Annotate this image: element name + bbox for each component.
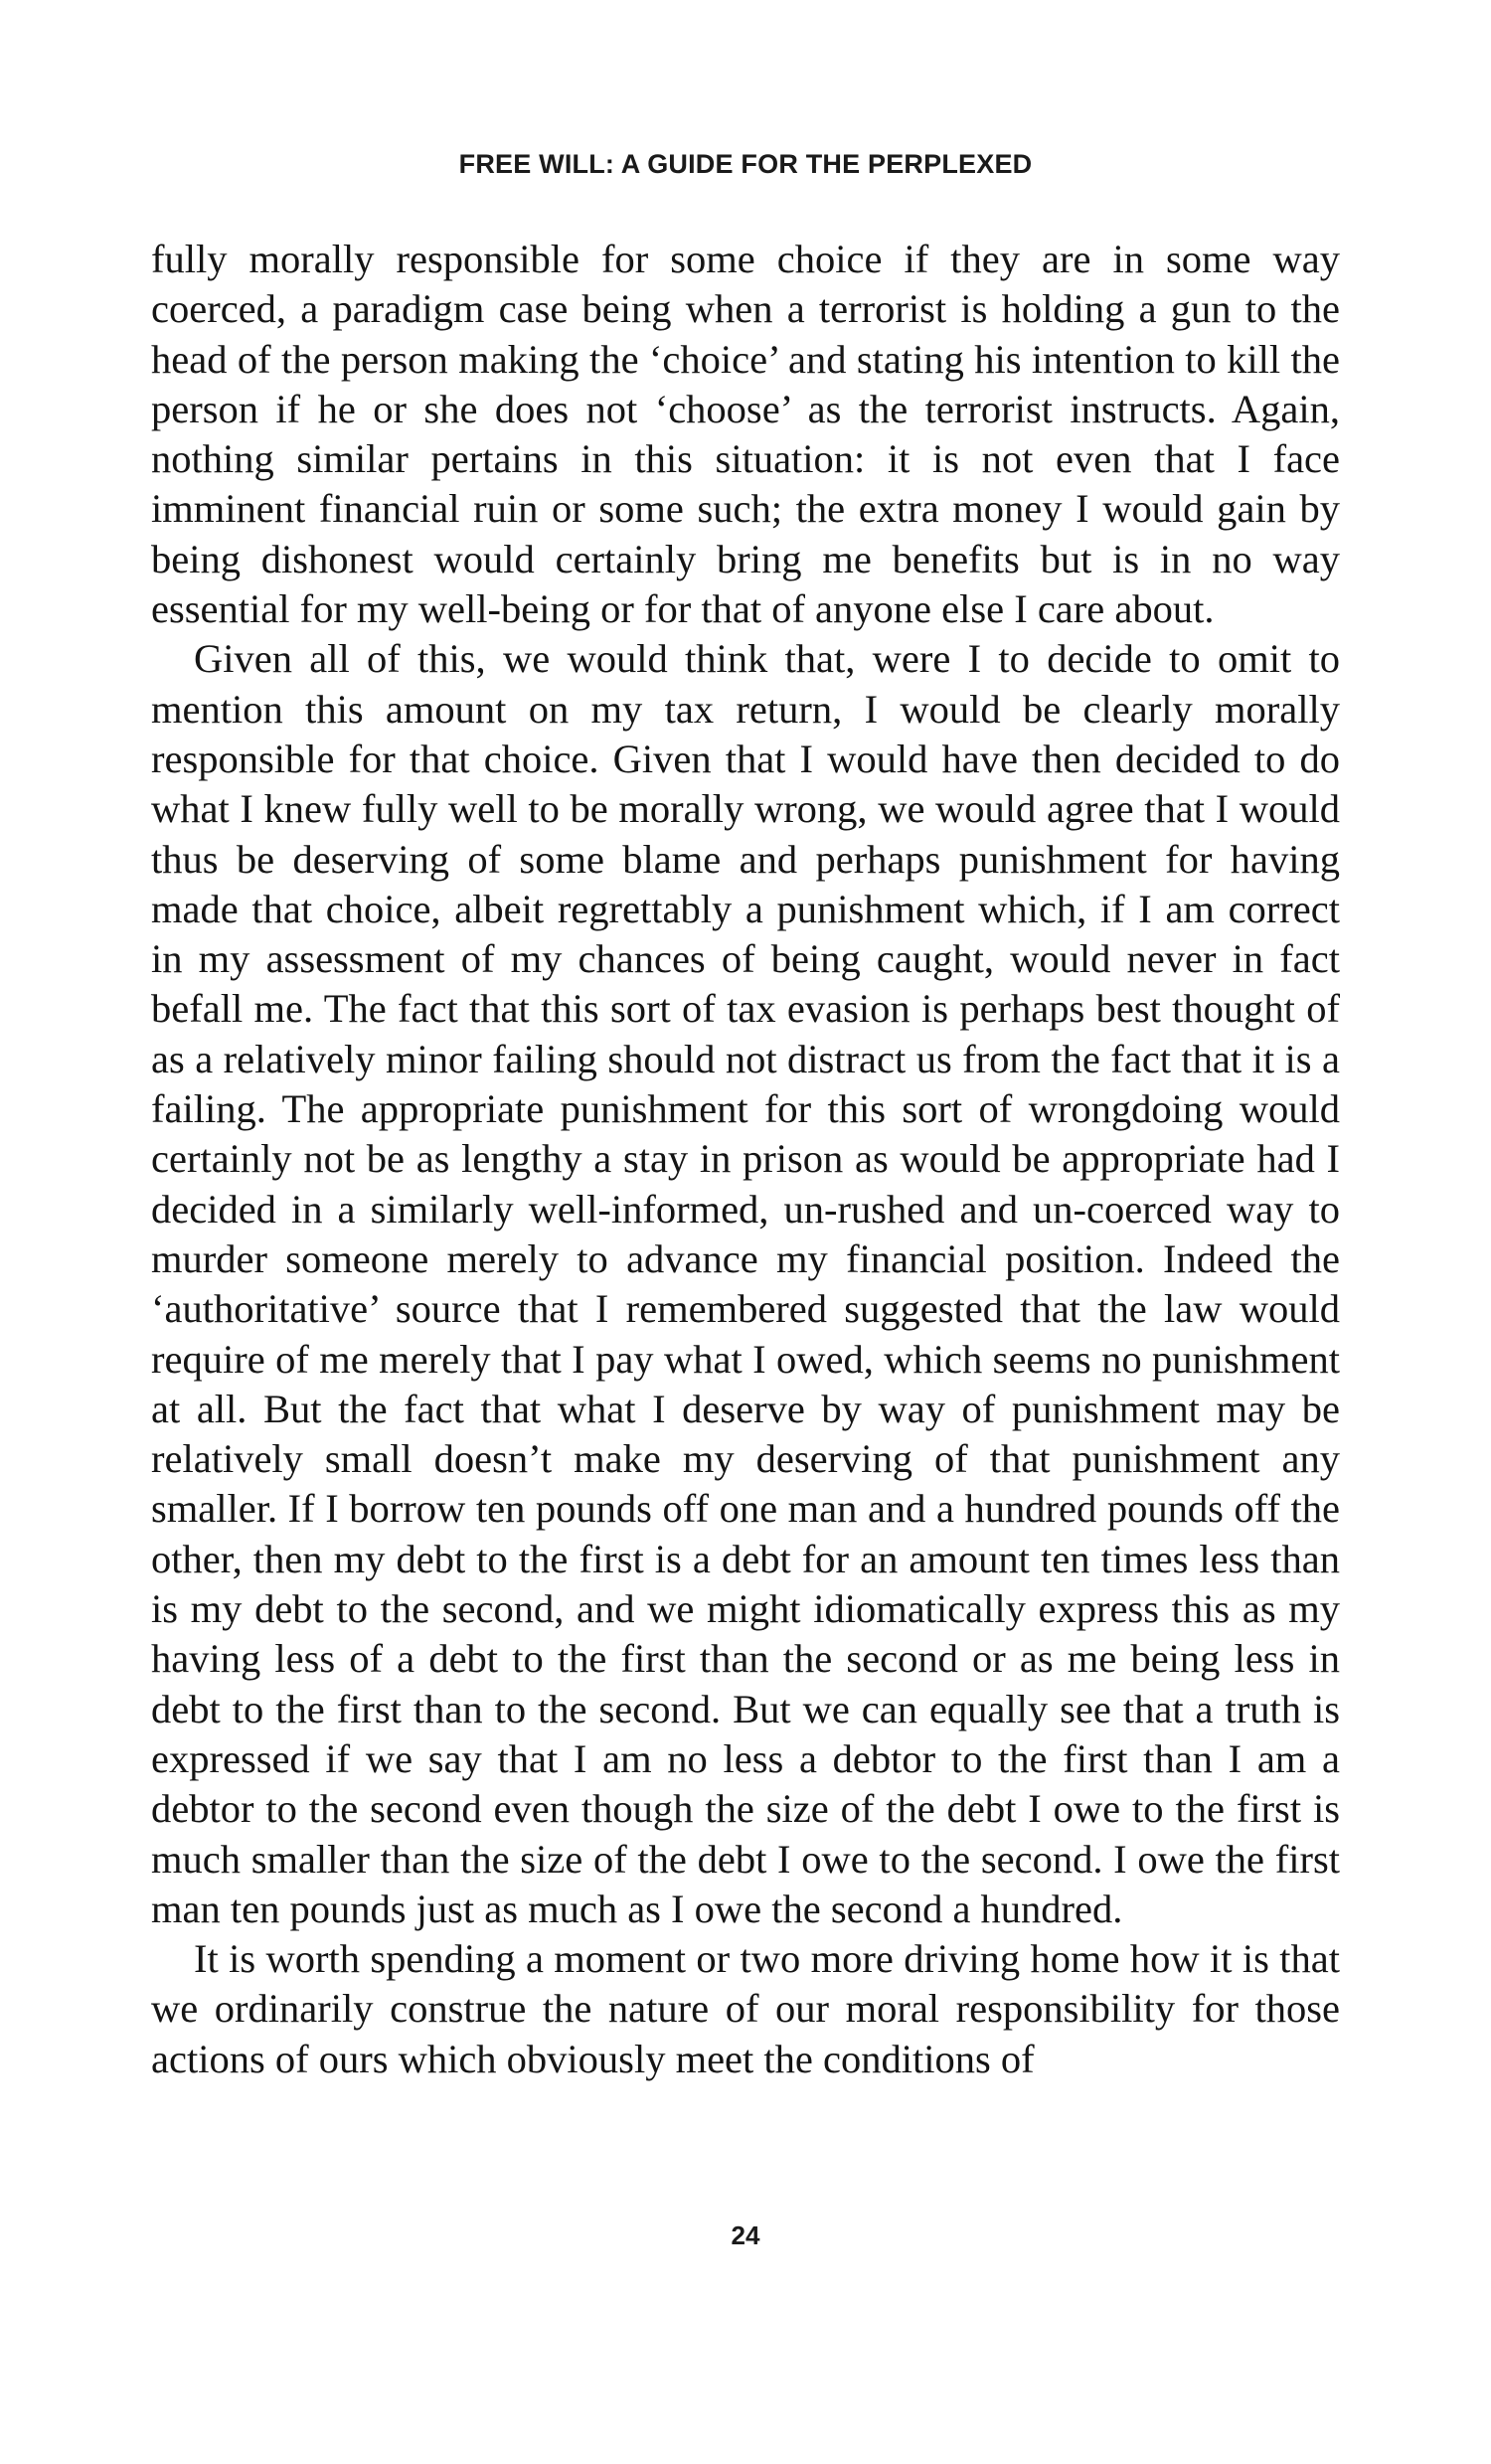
paragraph-continued: fully morally responsible for some choice if they are in some way coerced, a paradigm case being when a terrorist is holding a gun to the head of the person making the ‘choice’ and stating his intention to kill the person if he or she does not ‘choose’ as the terrorist instructs. Again, nothing similar pertains in this situation: it is not even that I face imminent financial ruin or some such; the extra money I would gain by being dishonest would certainly bring me benefits but is in no way essential for my well-being or for that of anyone else I care about.	[151, 237, 1340, 632]
paragraph-moral-responsibility: It is worth spending a moment or two more driving home how it is that we ordinarily construe the nature of our moral responsibility for those actions of ours which obviously meet the conditions of	[151, 1936, 1340, 2081]
paragraph-tax-return: Given all of this, we would think that, were I to decide to omit to mention this amount on my tax return, I would be clearly morally responsible for that choice. Given that I would have then decided to do what I knew fully well to be morally wrong, we would agree that I would thus be deserving of some blame and perhaps punishment for having made that choice, albeit regrettably a punishment which, if I am correct in my assessment of my chances of being caught, would never in fact befall me. The fact that this sort of tax evasion is perhaps best thought of as a relatively minor failing should not distract us from the fact that it is a failing. The appropriate punishment for this sort of wrongdoing would certainly not be as lengthy a stay in prison as would be appropriate had I decided in a similarly well-informed, un-rushed and un-coerced way to murder someone merely to advance my financial position. Indeed the ‘authoritative’ source that I remembered suggested that the law would require of me merely that I pay what I owed, which seems no punishment at all. But the fact that what I deserve by way of punishment may be relatively small doesn’t make my deserving of that punishment any smaller. If I borrow ten pounds off one man and a hundred pounds off the other, then my debt to the first is a debt for an amount ten times less than is my debt to the second, and we might idiomatically express this as my having less of a debt to the first than the second or as me being less in debt to the first than to the second. But we can equally see that a truth is expressed if we say that I am no less a debtor to the first than I am a debtor to the second even though the size of the debt I owe to the first is much smaller than the size of the debt I owe to the second. I owe the first man ten pounds just as much as I owe the second a hundred.	[151, 636, 1340, 1931]
page-number: 24	[731, 2220, 760, 2250]
body-text	[151, 235, 1340, 2084]
running-head-title: FREE WILL: A GUIDE FOR THE PERPLEXED	[458, 149, 1033, 179]
